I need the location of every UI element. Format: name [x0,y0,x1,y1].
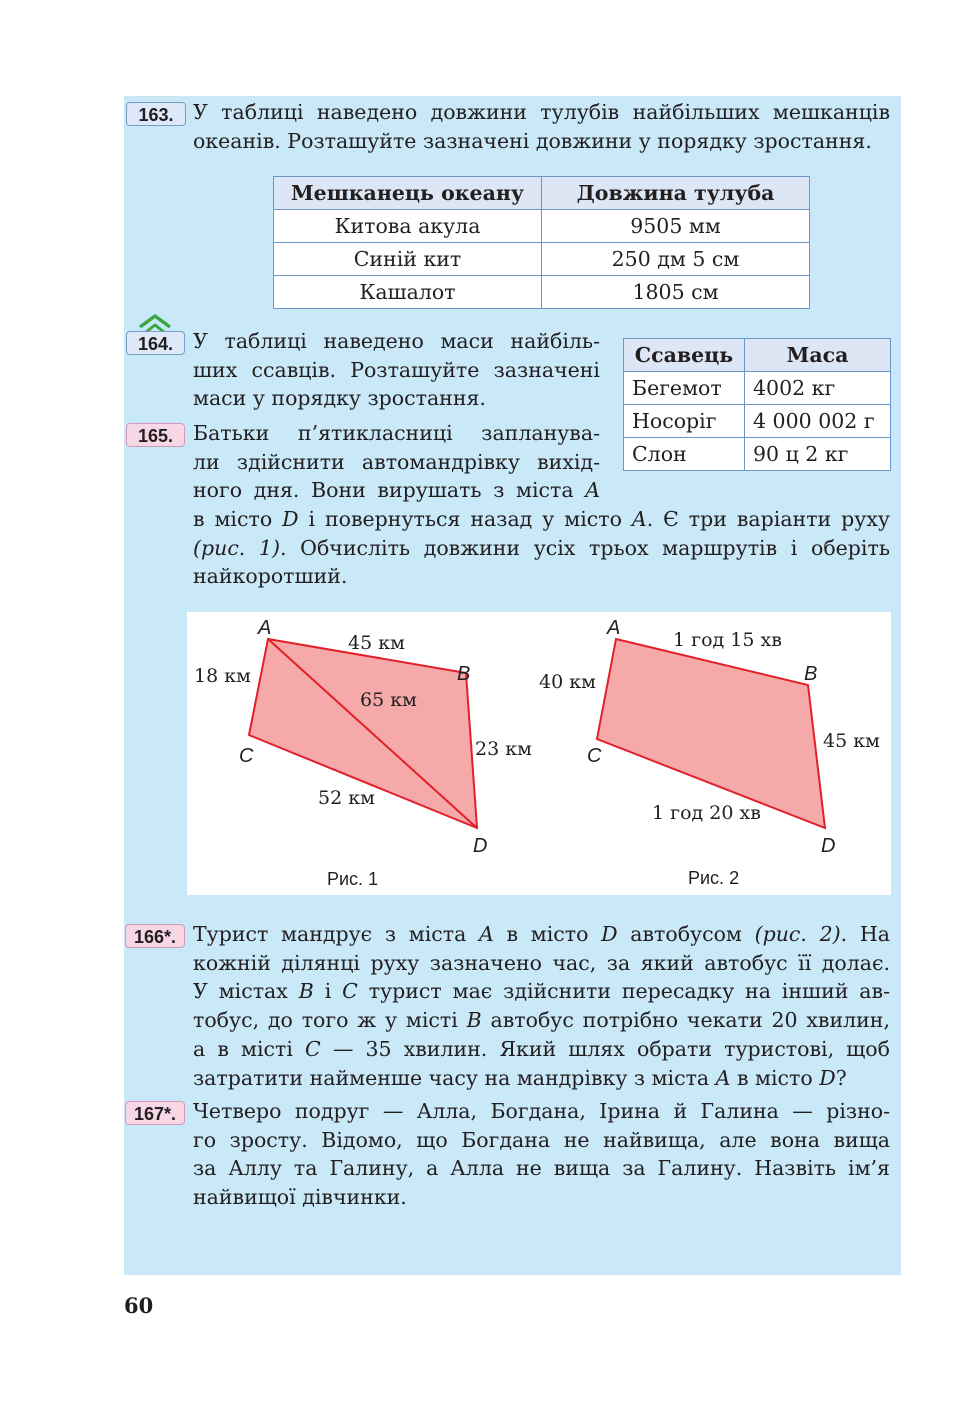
figure-1 [194,617,532,889]
problem-number-166: 166*. [125,924,185,948]
table-row [274,243,810,276]
text-line: Турист мандрує з міста A в місто D автобусом (рис. 2). На [193,922,890,946]
text-line: ших ссавців. Розташуйте зазначені [193,357,600,382]
table-cell: 90 ц 2 кг [745,438,891,471]
text-line: У таблиці наведено довжини тулубів найбільших мешканців [193,100,890,124]
problem-number-167: 167*. [125,1101,185,1125]
problem-number-164: 164. [126,331,185,355]
text-line: У містах B і C турист має здійснити пересадку на інший ав- [193,979,890,1004]
problem-number-165: 165. [126,423,185,447]
table-cell: 4002 кг [745,372,891,405]
table-header: Довжина тулуба [542,177,810,210]
text-line: Батьки п’ятикласниці запланува- [193,421,600,445]
vertex-d: D [821,835,836,857]
text-line: затратити найменше часу на мандрівку з міста A в місто D? [193,1065,847,1090]
text-line: кожній ділянці руху зазначено час, за який автобус її долає. [193,950,890,975]
edge-ab-label: 1 год 15 хв [673,629,782,651]
problem-165-text-bottom [193,505,890,591]
text-line: найвищої дівчинки. [193,1185,407,1210]
table-cell: Китова акула [274,210,542,243]
vertex-b: B [804,663,818,685]
vertex-a: A [607,617,621,639]
vertex-c: C [239,745,254,767]
edge-ac-label: 40 км [539,671,596,693]
table-cell: Кашалот [274,276,542,309]
table-row [624,372,891,405]
text-line: за Аллу та Галину, а Алла не вища за Галину. Назвіть ім’я [193,1156,890,1181]
problem-number-163: 163. [126,102,186,126]
text-line: тобус, до того ж у місті B автобус потрібно чекати 20 хвилин, [193,1008,890,1033]
figure-2-caption: Рис. 2 [688,868,740,888]
vertex-c: C [587,745,602,767]
figures-svg [187,612,891,895]
text-line: У таблиці наведено маси найбіль- [193,329,600,353]
edge-ad-label: 65 км [360,689,417,711]
table-cell: Синій кит [274,243,542,276]
problem-165-text-top [193,419,600,505]
home-icon [137,311,173,333]
table-cell: 1805 см [542,276,810,309]
table-cell: Носоріг [624,405,745,438]
vertex-b: B [457,663,471,685]
mammals-table [623,338,891,471]
table-cell: 4 000 002 г [745,405,891,438]
text-line: найкоротший. [193,564,348,589]
quadrilateral-abdc [597,639,825,828]
table-header: Мешканець океану [274,177,542,210]
table-row [274,210,810,243]
table-cell: 9505 мм [542,210,810,243]
page-number: 60 [124,1293,154,1318]
problem-167-text [193,1097,890,1212]
edge-cd-label: 1 год 20 хв [652,802,761,824]
table-row [624,405,891,438]
text-line: ли здійснити автомандрівку вихід- [193,449,600,474]
edge-cd-label: 52 км [318,787,375,809]
ocean-animals-table [273,176,810,309]
edge-ac-label: 18 км [194,665,251,687]
text-line: го зросту. Відомо, що Богдана не найвища, але вона вища [193,1127,890,1152]
table-row [624,438,891,471]
table-header: Ссавець [624,339,745,372]
text-line: а в місті C — 35 хвилин. Який шлях обрати туристові, щоб [193,1036,890,1061]
table-row [274,276,810,309]
problem-163-text [193,98,890,155]
edge-bd-label: 45 км [823,730,880,752]
text-line: маси у порядку зростання. [193,386,486,411]
text-line: океанів. Розташуйте зазначені довжини у порядку зростання. [193,128,872,153]
text-line: ного дня. Вони вирушать з міста A [193,478,600,503]
text-line: (рис. 1). Обчисліть довжини усіх трьох маршрутів і оберіть [193,535,890,560]
edge-bd-label: 23 км [475,738,532,760]
text-line: Четверо подруг — Алла, Богдана, Ірина й Галина — різно- [193,1099,890,1123]
route-figures [187,612,891,895]
text-line: в місто D і повернуться назад у місто A. Є три варіанти руху [193,507,890,531]
figure-1-caption: Рис. 1 [327,869,379,889]
vertex-d: D [473,835,488,857]
table-header: Маса [745,339,891,372]
table-cell: Слон [624,438,745,471]
edge-ab-label: 45 км [348,632,405,654]
table-cell: 250 дм 5 см [542,243,810,276]
vertex-a: A [258,617,272,639]
problem-166-text [193,920,890,1092]
figure-2 [539,617,880,888]
problem-164-text [193,327,600,413]
table-cell: Бегемот [624,372,745,405]
